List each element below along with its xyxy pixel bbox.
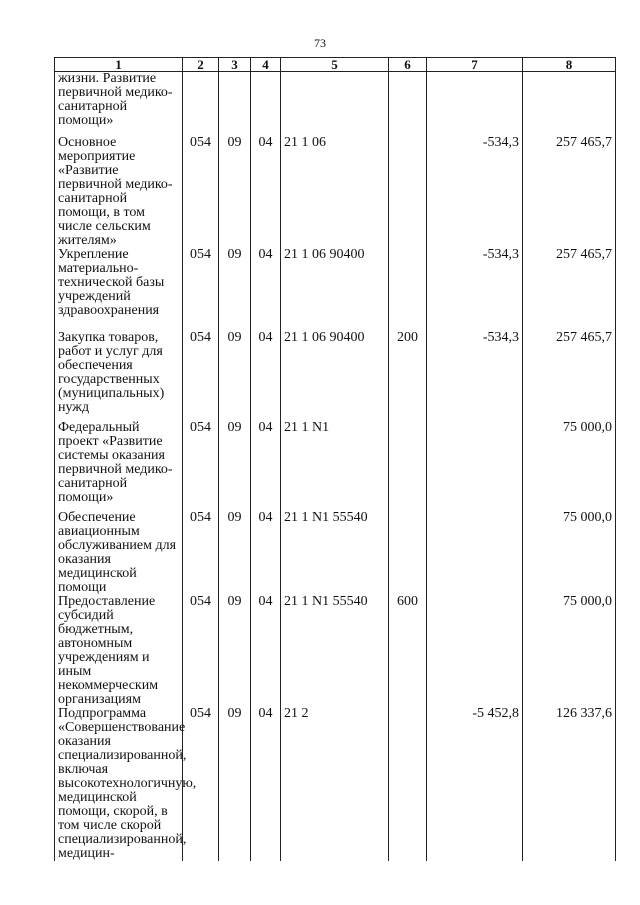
row-change-amount bbox=[427, 72, 523, 137]
row-total-amount: 75 000,0 bbox=[523, 421, 616, 511]
table-row bbox=[55, 707, 616, 861]
row-target-article bbox=[281, 72, 389, 137]
row-ministry-code: 054 bbox=[183, 331, 219, 421]
table-row bbox=[55, 72, 616, 137]
row-expense-type bbox=[389, 421, 427, 511]
row-name: Предоставление субсидий бюджетным, автономным учреждениям и иным некоммерческим организациям bbox=[55, 595, 183, 707]
table-row bbox=[55, 595, 616, 707]
row-total-amount: 126 337,6 bbox=[523, 707, 616, 861]
row-section: 09 bbox=[219, 421, 251, 511]
table-row bbox=[55, 248, 616, 331]
header-col-8: 8 bbox=[523, 58, 616, 72]
row-total-amount: 75 000,0 bbox=[523, 595, 616, 707]
row-total-amount bbox=[523, 72, 616, 137]
row-ministry-code: 054 bbox=[183, 707, 219, 861]
row-section: 09 bbox=[219, 136, 251, 248]
row-target-article: 21 2 bbox=[281, 707, 389, 861]
row-name: Укрепление материально-технической базы учреждений здравоохранения bbox=[55, 248, 183, 331]
row-ministry-code: 054 bbox=[183, 421, 219, 511]
row-subsection: 04 bbox=[251, 595, 281, 707]
table-row bbox=[55, 136, 616, 248]
header-col-6: 6 bbox=[389, 58, 427, 72]
header-col-3: 3 bbox=[219, 58, 251, 72]
row-subsection: 04 bbox=[251, 331, 281, 421]
row-section: 09 bbox=[219, 331, 251, 421]
row-expense-type bbox=[389, 136, 427, 248]
row-total-amount: 257 465,7 bbox=[523, 331, 616, 421]
row-expense-type: 200 bbox=[389, 331, 427, 421]
row-change-amount bbox=[427, 595, 523, 707]
budget-table bbox=[54, 57, 616, 861]
row-section: 09 bbox=[219, 595, 251, 707]
row-total-amount: 257 465,7 bbox=[523, 136, 616, 248]
row-change-amount: -5 452,8 bbox=[427, 707, 523, 861]
table-row bbox=[55, 511, 616, 595]
row-change-amount: -534,3 bbox=[427, 248, 523, 331]
row-subsection: 04 bbox=[251, 511, 281, 595]
row-expense-type bbox=[389, 72, 427, 137]
row-name: Федеральный проект «Развитие системы оказания первичной медико-санитарной помощи» bbox=[55, 421, 183, 511]
row-change-amount: -534,3 bbox=[427, 331, 523, 421]
row-target-article: 21 1 N1 55540 bbox=[281, 511, 389, 595]
row-name: Закупка товаров, работ и услуг для обеспечения государственных (муниципальных) нужд bbox=[55, 331, 183, 421]
row-expense-type: 600 bbox=[389, 595, 427, 707]
row-target-article: 21 1 06 bbox=[281, 136, 389, 248]
page-number: 73 bbox=[314, 36, 326, 50]
header-col-7: 7 bbox=[427, 58, 523, 72]
row-ministry-code: 054 bbox=[183, 511, 219, 595]
table-row bbox=[55, 331, 616, 421]
table-header-row bbox=[55, 58, 616, 72]
row-subsection: 04 bbox=[251, 707, 281, 861]
row-target-article: 21 1 06 90400 bbox=[281, 248, 389, 331]
row-section: 09 bbox=[219, 707, 251, 861]
row-change-amount bbox=[427, 421, 523, 511]
row-section bbox=[219, 72, 251, 137]
row-expense-type bbox=[389, 707, 427, 861]
row-subsection: 04 bbox=[251, 248, 281, 331]
row-target-article: 21 1 N1 55540 bbox=[281, 595, 389, 707]
row-name: Подпрограмма «Совершенствование оказания специализированной, включая высокотехнологичную, медицинской помощи, скорой, в том числе скорой специализированной, медицин- bbox=[55, 707, 183, 861]
row-ministry-code: 054 bbox=[183, 248, 219, 331]
row-expense-type bbox=[389, 511, 427, 595]
row-target-article: 21 1 N1 bbox=[281, 421, 389, 511]
row-change-amount bbox=[427, 511, 523, 595]
header-col-2: 2 bbox=[183, 58, 219, 72]
row-subsection: 04 bbox=[251, 421, 281, 511]
row-ministry-code bbox=[183, 72, 219, 137]
row-ministry-code: 054 bbox=[183, 136, 219, 248]
header-col-1: 1 bbox=[55, 58, 183, 72]
row-change-amount: -534,3 bbox=[427, 136, 523, 248]
row-total-amount: 75 000,0 bbox=[523, 511, 616, 595]
row-target-article: 21 1 06 90400 bbox=[281, 331, 389, 421]
row-section: 09 bbox=[219, 248, 251, 331]
row-name: жизни. Развитие первичной медико-санитарной помощи» bbox=[55, 72, 183, 137]
row-section: 09 bbox=[219, 511, 251, 595]
row-expense-type bbox=[389, 248, 427, 331]
row-ministry-code: 054 bbox=[183, 595, 219, 707]
table-row bbox=[55, 421, 616, 511]
row-subsection bbox=[251, 72, 281, 137]
header-col-5: 5 bbox=[281, 58, 389, 72]
header-col-4: 4 bbox=[251, 58, 281, 72]
row-name: Основное мероприятие «Развитие первичной медико-санитарной помощи, в том числе сельским жителям» bbox=[55, 136, 183, 248]
row-name: Обеспечение авиационным обслуживанием для оказания медицинской помощи bbox=[55, 511, 183, 595]
row-total-amount: 257 465,7 bbox=[523, 248, 616, 331]
row-subsection: 04 bbox=[251, 136, 281, 248]
